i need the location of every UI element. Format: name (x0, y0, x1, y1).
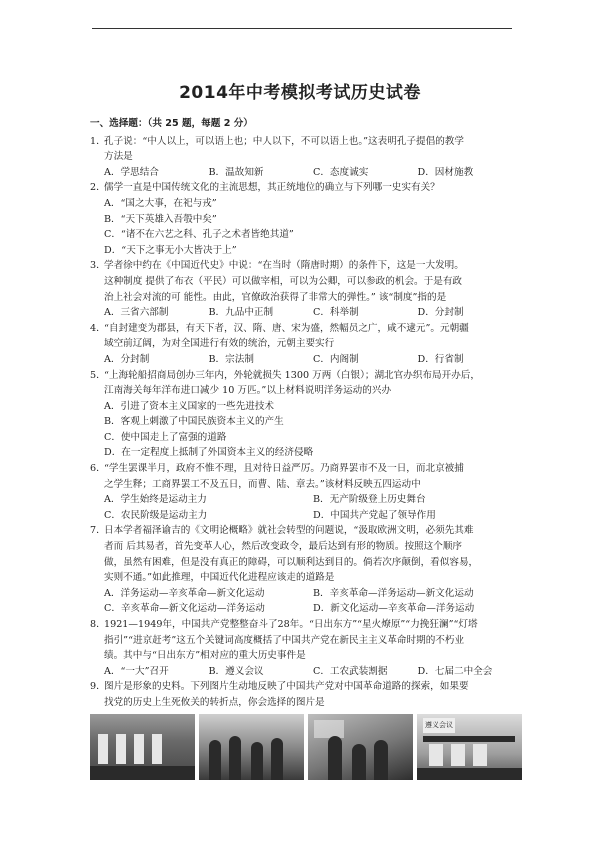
option-a: A．引进了资本主义国家的一些先进技术 (104, 400, 275, 412)
option-a: A．“国之大事，在祀与戎” (104, 197, 217, 209)
option-d: D．行省制 (417, 353, 464, 365)
question-text: 者而 后其易者，首先变革人心，然后改变政令，最后达到有形的物质。按照这个顺序 (104, 541, 463, 553)
question-text: 方法是 (104, 151, 133, 163)
option-c: C．态度诚实 (313, 166, 369, 178)
option-d: D．中国共产党起了领导作用 (313, 509, 436, 521)
question-text: 江南海关每年洋布进口减少 10 万匹。”以上材料说明洋务运动的兴办 (104, 385, 392, 397)
options-row (90, 664, 522, 680)
historic-photo-1 (90, 714, 195, 780)
question-number: 2． (90, 182, 106, 194)
option-b: B．客观上刺激了中国民族资本主义的产生 (104, 416, 284, 428)
page-title: 2014年中考模拟考试历史试卷 (179, 83, 421, 103)
option-c: C．辛亥革命—新文化运动—洋务运动 (104, 603, 265, 615)
header-rule (92, 28, 512, 29)
question-text: 这种制度 提供了布衣（平民）可以做宰相，可以为公卿，可以参政的机会。于是有政 (104, 275, 463, 287)
question-1 (90, 134, 522, 165)
photo-caption: 遵义会议 (423, 718, 455, 734)
question-number: 8． (90, 619, 106, 630)
question-7 (90, 523, 522, 585)
question-text: 找党的历史上生死攸关的转折点，你会选择的图片是 (104, 696, 325, 708)
question-text: “上海轮船招商局创办三年内，外轮就损失 1300 万两（白银）；湖北官办织布局开办后， (104, 369, 480, 381)
question-text: 学者徐中约在《中国近代史》中说：“在当时（隋唐时期）的条件下，这是一大发明。 (104, 260, 464, 272)
question-text: 儒学一直是中国传统文化的主流思想，其正统地位的确立与下列哪一史实有关？ (104, 182, 440, 194)
historic-photo-3 (308, 714, 413, 780)
options-row (90, 352, 522, 368)
option-d: D．新文化运动—辛亥革命—洋务运动 (313, 603, 475, 615)
option-d: D．“天下之事无小大皆决于上” (104, 244, 237, 256)
question-text: “学生罢课半月，政府不惟不理，且对待日益严厉。乃商界罢市不及一日，而北京被捕 (104, 463, 464, 475)
question-8 (90, 617, 522, 664)
option-c: C．农民阶级是运动主力 (104, 509, 208, 521)
option-a: A．三省六部制 (104, 307, 169, 319)
photo-row (90, 714, 522, 780)
option-d: D．七届二中全会 (417, 665, 493, 677)
question-number: 9． (90, 681, 106, 693)
option-d: D．在一定程度上抵制了外国资本主义的经济侵略 (104, 447, 314, 459)
question-5 (90, 368, 522, 399)
question-number: 7． (90, 525, 106, 537)
section-heading (90, 116, 522, 132)
option-b: B．温故知新 (208, 166, 264, 178)
options-grid (90, 586, 522, 617)
option-b: B．九品中正制 (208, 307, 274, 319)
question-9 (90, 679, 522, 710)
question-text: 图片是形象的史料。下列图片生动地反映了中国共产党对中国革命道路的探索，如果要 (104, 681, 469, 693)
option-a: A．学生始终是运动主力 (104, 494, 207, 506)
option-d: D．分封制 (417, 307, 464, 319)
option-a: A．“一大”召开 (104, 665, 169, 677)
option-b: B．无产阶级登上历史舞台 (313, 494, 426, 506)
option-b: B．“天下英雄入吾彀中矣” (104, 213, 217, 225)
question-2 (90, 180, 522, 196)
option-b: B．宗法制 (208, 353, 254, 365)
question-text: 孔子说：“中人以上，可以语上也；中人以下，不可以语上也。”这表明孔子提倡的教学 (104, 135, 464, 147)
question-number: 6． (90, 463, 106, 475)
question-number: 5． (90, 369, 106, 381)
question-number: 3． (90, 260, 106, 272)
zunyi-meeting-photo (417, 714, 522, 780)
question-6 (90, 461, 522, 492)
option-c: C．内阁制 (313, 353, 359, 365)
question-text: 指引”“进京赶考”这五个关键词高度概括了中国共产党在新民主主义革命时期的不朽业 (104, 634, 465, 646)
question-text: “自封建变为郡县，有天下者，汉、隋、唐、宋为盛，然幅员之广，咸不逮元”。元朝疆 (104, 322, 469, 334)
option-b: B．遵义会议 (208, 665, 264, 677)
option-a: A．分封制 (104, 353, 150, 365)
question-4 (90, 321, 522, 352)
question-text: 之学生释；工商界罢工不及五日，而曹、陆、章去。”该材料反映五四运动中 (104, 478, 421, 490)
question-3 (90, 258, 522, 305)
option-c: C．使中国走上了富强的道路 (104, 431, 227, 443)
question-text: 域空前辽阔，为对全国进行有效的统治，元朝主要实行 (104, 338, 335, 350)
question-text: 实则不通。”如此推理，中国近代化进程应该走的道路是 (104, 572, 335, 584)
options-row (90, 305, 522, 321)
question-text: 日本学者福泽谕吉的《文明论概略》就社会转型的问题说，“汲取欧洲文明，必须先其难 (104, 525, 474, 537)
question-text: 治上社会对流的可 能性。由此，官僚政治获得了非常大的弹性。” 该“制度”指的是 (104, 291, 447, 303)
historic-photo-2 (199, 714, 304, 780)
exam-content (90, 116, 522, 780)
option-c: C．“诸不在六艺之科、孔子之术者皆绝其道” (104, 229, 294, 241)
question-text: 1921—1949年，中国共产党整整奋斗了28年。“日出东方”“星火燎原”“力挽狂澜”“灯塔 (104, 619, 478, 630)
question-text: 做，虽然有困难，但是没有真正的障碍，可以顺利达到目的。倘若次序颠倒，看似容易， (104, 556, 479, 568)
question-number: 4． (90, 322, 106, 334)
options-grid (90, 492, 522, 523)
option-b: B．辛亥革命—洋务运动—新文化运动 (313, 587, 474, 599)
option-a: A．学思结合 (104, 166, 159, 178)
options-row (90, 165, 522, 181)
section-label: 一、选择题： (90, 118, 148, 129)
option-c: C．科举制 (313, 307, 359, 319)
option-c: C．工农武装割据 (313, 665, 388, 677)
option-d: D．因材施教 (417, 166, 474, 178)
question-text: 绩。其中与“日出东方”相对应的重大历史事件是 (104, 650, 306, 662)
question-number: 1． (90, 135, 106, 147)
option-a: A．洋务运动—辛亥革命—新文化运动 (104, 587, 265, 599)
section-meta: （共 25 题，每题 2 分） (147, 118, 253, 129)
